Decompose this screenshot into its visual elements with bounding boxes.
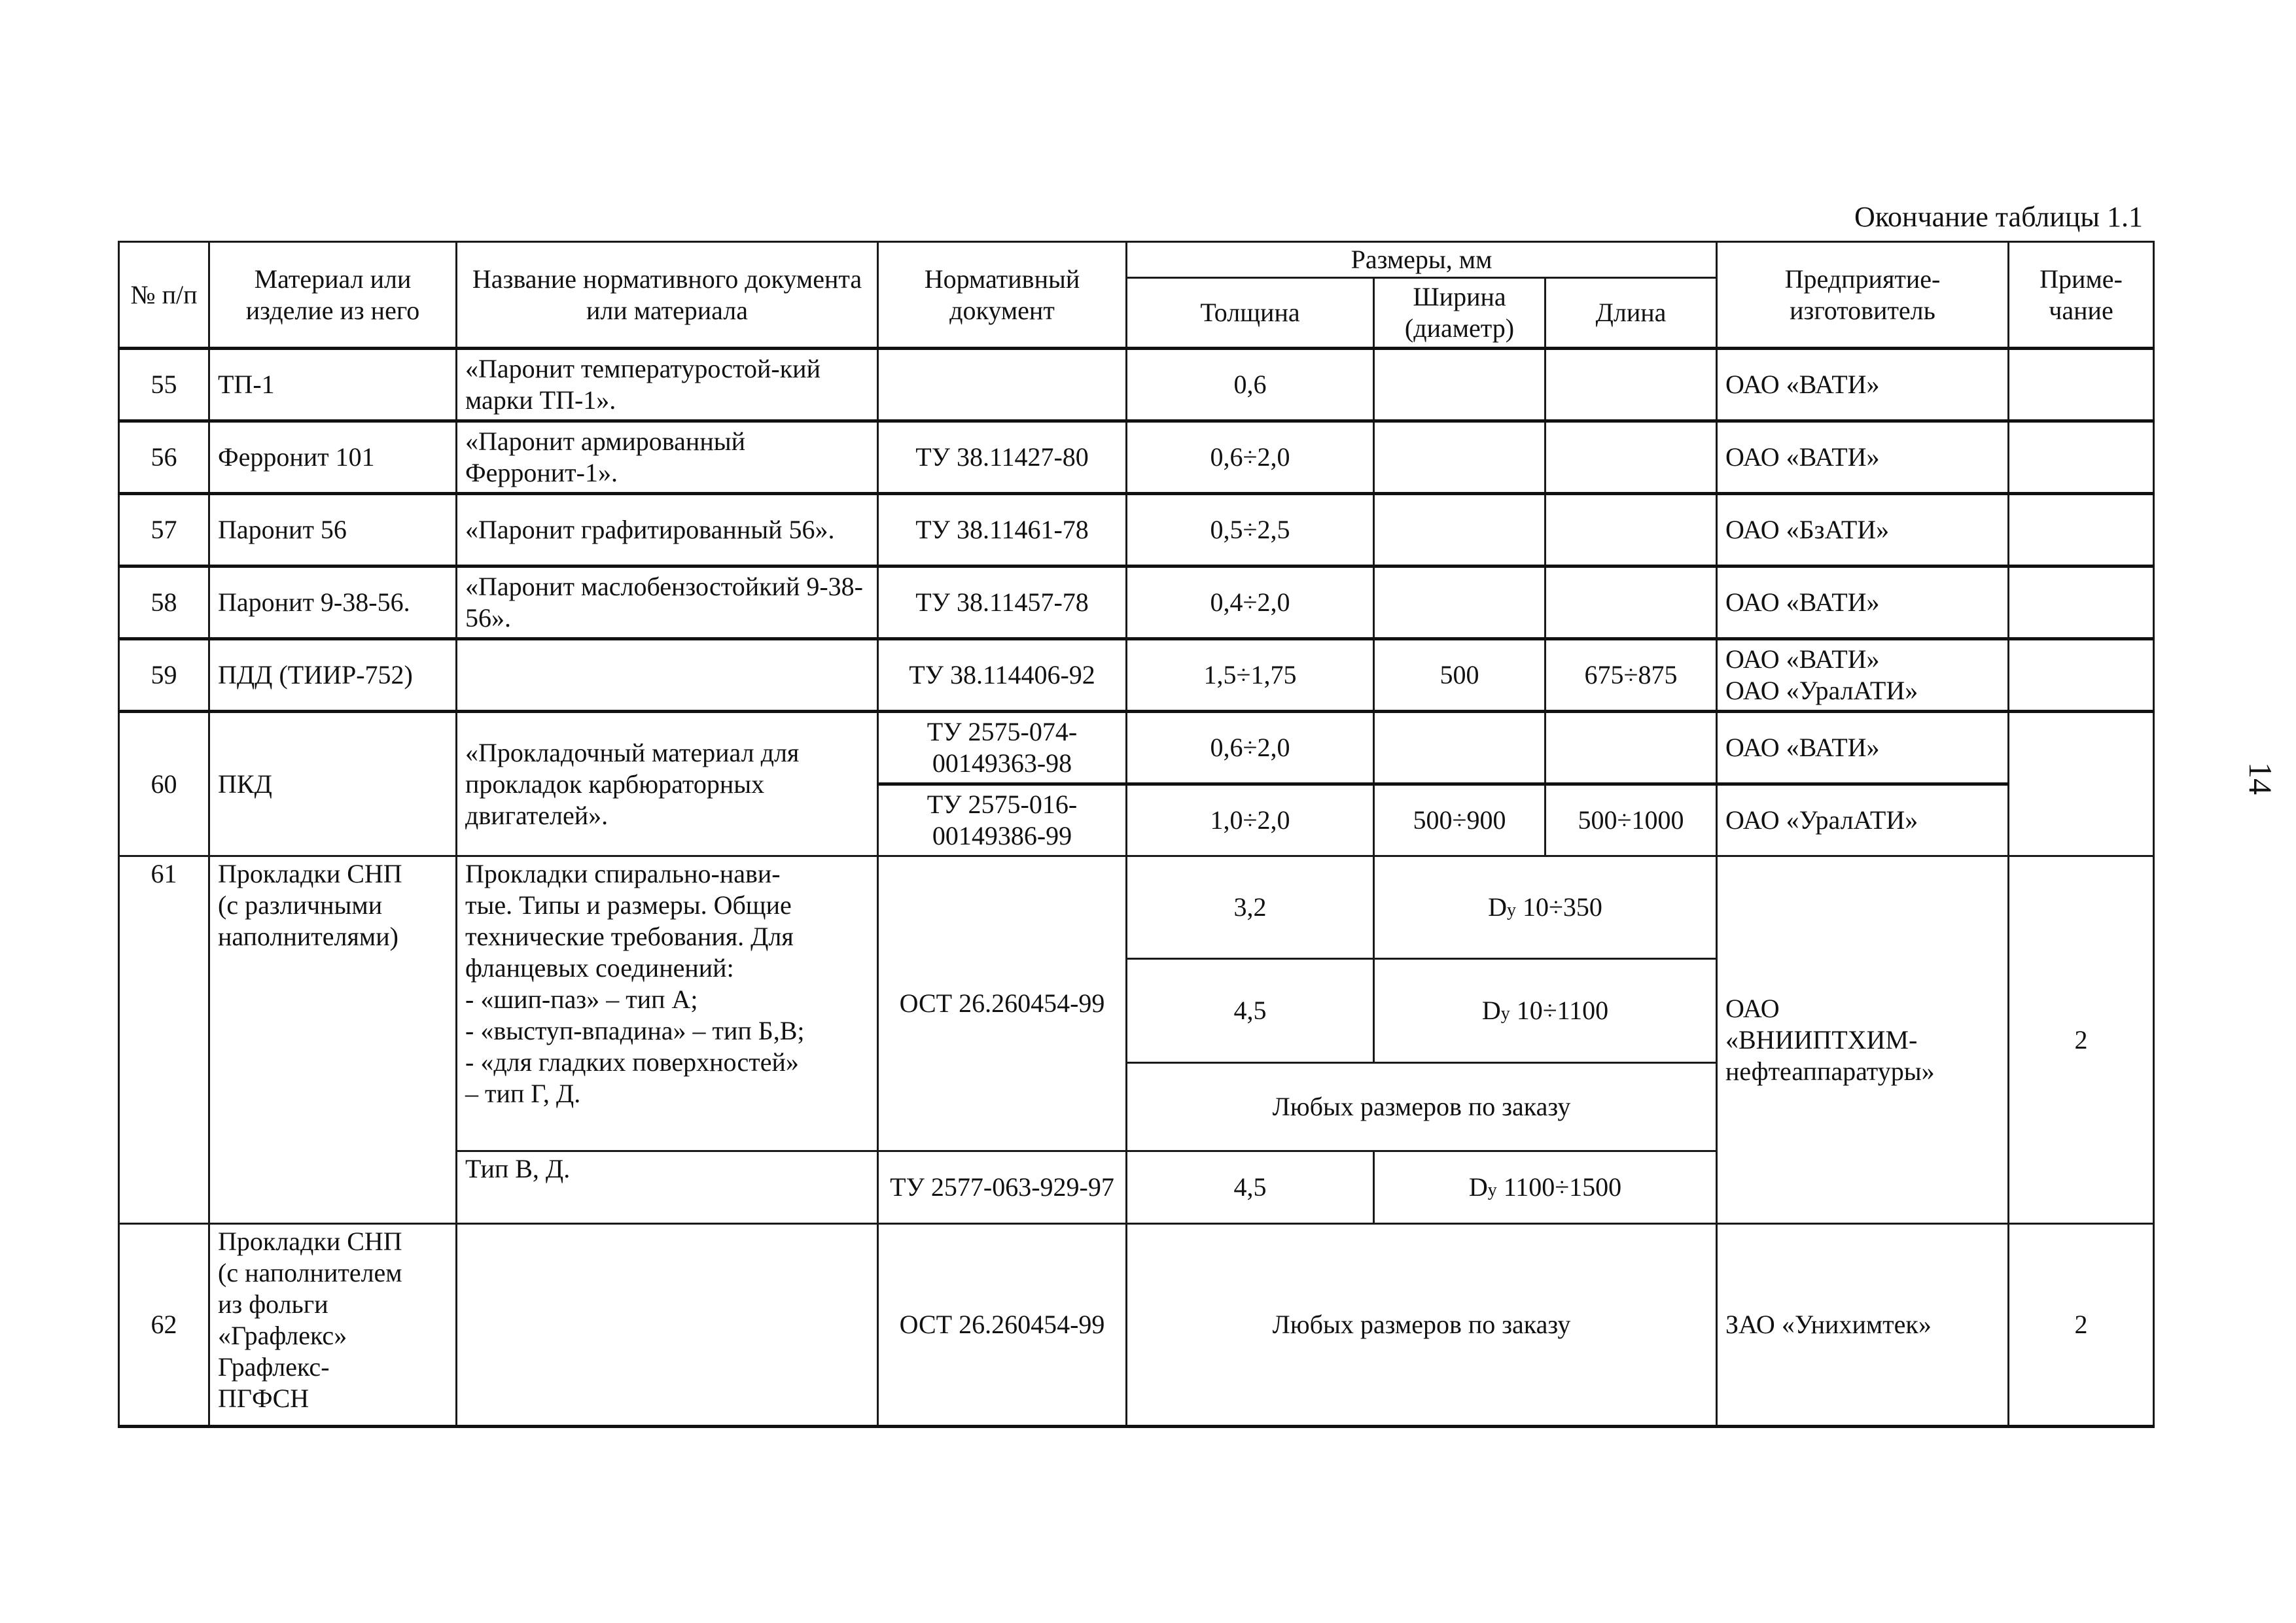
dy-subscript: у	[1506, 900, 1516, 920]
cell-doc-name: «Паронит графитированный 56».	[457, 494, 878, 567]
dy-value: 10÷350	[1522, 892, 1602, 922]
header-doc-name: Название нормативного документа или материала	[457, 242, 878, 349]
cell-material: Паронит 56	[209, 494, 457, 567]
cell-num: 58	[119, 567, 209, 639]
cell-dy	[1374, 959, 1717, 1063]
cell-length: 675÷875	[1545, 639, 1717, 712]
cell-length: 500÷1000	[1545, 784, 1717, 856]
table-row	[119, 856, 2154, 959]
cell-norm-doc: ТУ 38.11427-80	[878, 421, 1127, 494]
header-material: Материал или изделие из него	[209, 242, 457, 349]
table-row	[119, 639, 2154, 712]
materials-table	[118, 241, 2155, 1428]
cell-material: Паронит 9-38-56.	[209, 567, 457, 639]
cell-note	[2009, 639, 2154, 712]
doc-name-line: - «выступ-впадина» – тип Б,В;	[465, 1016, 805, 1045]
cell-num: 62	[119, 1224, 209, 1427]
table-row	[119, 494, 2154, 567]
dy-subscript: у	[1500, 1003, 1510, 1024]
cell-dy	[1374, 856, 1717, 959]
cell-norm-doc	[878, 349, 1127, 421]
row-61	[119, 856, 2154, 1224]
cell-manufacturer: ОАО «ВАТИ»	[1717, 421, 2009, 494]
cell-width: 500	[1374, 639, 1545, 712]
cell-length	[1545, 567, 1717, 639]
dy-prefix: D	[1481, 996, 1501, 1025]
dy-value: 1100÷1500	[1503, 1172, 1622, 1202]
cell-thickness: 1,0÷2,0	[1127, 784, 1374, 856]
cell-doc-name: «Паронит температуростой-кий марки ТП-1».	[457, 349, 878, 421]
cell-length	[1545, 712, 1717, 784]
cell-manufacturer: ОАО «ВАТИ»	[1717, 567, 2009, 639]
cell-material	[209, 1224, 457, 1427]
table-row	[119, 1224, 2154, 1427]
header-norm-doc: Нормативный документ	[878, 242, 1127, 349]
cell-manufacturer: ЗАО «Унихимтек»	[1717, 1224, 2009, 1427]
cell-norm-doc: ТУ 2575-016-00149386-99	[878, 784, 1127, 856]
cell-norm-doc: ТУ 2575-074-00149363-98	[878, 712, 1127, 784]
header-manufacturer: Предприятие-изготовитель	[1717, 242, 2009, 349]
cell-num: 61	[119, 856, 209, 1224]
cell-material: ПКД	[209, 712, 457, 856]
manufacturer-line: нефтеаппаратуры»	[1725, 1056, 1935, 1086]
table-caption: Окончание таблицы 1.1	[1854, 201, 2143, 233]
cell-manufacturer	[1717, 856, 2009, 1224]
doc-name-line: тые. Типы и размеры. Общие	[465, 890, 792, 920]
material-line: (с наполнителем	[218, 1258, 402, 1287]
manufacturer-line: «ВНИИПТХИМ-	[1725, 1024, 1918, 1055]
cell-thickness: 1,5÷1,75	[1127, 639, 1374, 712]
cell-any-size: Любых размеров по заказу	[1127, 1063, 1717, 1151]
cell-thickness: 0,4÷2,0	[1127, 567, 1374, 639]
cell-doc-name: «Паронит армированный Ферронит-1».	[457, 421, 878, 494]
cell-thickness: 0,6	[1127, 349, 1374, 421]
cell-any-size: Любых размеров по заказу	[1127, 1224, 1717, 1427]
manufacturer-line: ОАО «ВАТИ»	[1725, 644, 1880, 674]
cell-length	[1545, 494, 1717, 567]
table-row	[119, 712, 2154, 784]
cell-manufacturer: ОАО «ВАТИ»	[1717, 349, 2009, 421]
cell-num: 57	[119, 494, 209, 567]
manufacturer-line: ОАО	[1725, 993, 1780, 1023]
cell-manufacturer: ОАО «БзАТИ»	[1717, 494, 2009, 567]
row-60	[119, 712, 2154, 856]
cell-num: 56	[119, 421, 209, 494]
manufacturer-line: ОАО «УралАТИ»	[1725, 676, 1918, 705]
cell-num: 59	[119, 639, 209, 712]
doc-name-line: технические требования. Для	[465, 922, 794, 951]
cell-length	[1545, 349, 1717, 421]
cell-note: 2	[2009, 1224, 2154, 1427]
cell-norm-doc: ОСТ 26.260454-99	[878, 856, 1127, 1151]
dy-prefix: D	[1488, 892, 1507, 922]
header-note: Приме-чание	[2009, 242, 2154, 349]
cell-norm-doc: ТУ 2577-063-929-97	[878, 1151, 1127, 1224]
cell-material: Ферронит 101	[209, 421, 457, 494]
page-number: 14	[2242, 762, 2279, 795]
material-line: наполнителями)	[218, 922, 398, 951]
row-62	[119, 1224, 2154, 1427]
dy-value: 10÷1100	[1516, 996, 1609, 1025]
material-line: ПГФСН	[218, 1384, 309, 1413]
cell-note	[2009, 712, 2154, 856]
cell-manufacturer	[1717, 639, 2009, 712]
material-line: Прокладки СНП	[218, 859, 402, 888]
cell-doc-name: Тип В, Д.	[457, 1151, 878, 1224]
cell-note	[2009, 494, 2154, 567]
cell-note: 2	[2009, 856, 2154, 1224]
material-line: Графлекс-	[218, 1352, 330, 1382]
doc-name-line: - «для гладких поверхностей»	[465, 1047, 799, 1077]
header-length: Длина	[1545, 278, 1717, 349]
cell-thickness: 0,6÷2,0	[1127, 712, 1374, 784]
dy-subscript: у	[1487, 1180, 1497, 1200]
table-header	[119, 242, 2154, 349]
cell-norm-doc: ТУ 38.11461-78	[878, 494, 1127, 567]
cell-width	[1374, 349, 1545, 421]
cell-length	[1545, 421, 1717, 494]
table-row	[119, 421, 2154, 494]
cell-thickness: 0,6÷2,0	[1127, 421, 1374, 494]
header-width: Ширина (диаметр)	[1374, 278, 1545, 349]
material-line: Прокладки СНП	[218, 1227, 402, 1256]
cell-norm-doc: ТУ 38.11457-78	[878, 567, 1127, 639]
cell-thickness: 4,5	[1127, 1151, 1374, 1224]
cell-manufacturer: ОАО «ВАТИ»	[1717, 712, 2009, 784]
cell-dy	[1374, 1151, 1717, 1224]
cell-note	[2009, 421, 2154, 494]
cell-doc-name	[457, 639, 878, 712]
cell-norm-doc: ТУ 38.114406-92	[878, 639, 1127, 712]
cell-doc-name: «Прокладочный материал для прокладок карбюраторных двигателей».	[457, 712, 878, 856]
cell-width	[1374, 712, 1545, 784]
material-line: из фольги	[218, 1289, 328, 1319]
doc-name-line: - «шип-паз» – тип А;	[465, 985, 698, 1014]
material-line: (с различными	[218, 890, 383, 920]
rows-55-59	[119, 349, 2154, 712]
cell-width	[1374, 494, 1545, 567]
header-thickness: Толщина	[1127, 278, 1374, 349]
dy-prefix: D	[1468, 1172, 1488, 1202]
header-sizes: Размеры, мм	[1127, 242, 1717, 278]
cell-num: 60	[119, 712, 209, 856]
table-row	[119, 567, 2154, 639]
cell-doc-name	[457, 856, 878, 1151]
cell-width	[1374, 567, 1545, 639]
cell-thickness: 4,5	[1127, 959, 1374, 1063]
cell-note	[2009, 349, 2154, 421]
cell-norm-doc: ОСТ 26.260454-99	[878, 1224, 1127, 1427]
cell-material	[209, 856, 457, 1224]
cell-num: 55	[119, 349, 209, 421]
doc-name-line: Прокладки спирально-нави-	[465, 859, 781, 888]
cell-doc-name	[457, 1224, 878, 1427]
cell-material: ПДД (ТИИР-752)	[209, 639, 457, 712]
cell-manufacturer: ОАО «УралАТИ»	[1717, 784, 2009, 856]
cell-doc-name: «Паронит маслобензостойкий 9-38-56».	[457, 567, 878, 639]
cell-thickness: 0,5÷2,5	[1127, 494, 1374, 567]
cell-width	[1374, 421, 1545, 494]
material-line: «Графлекс»	[218, 1321, 347, 1350]
cell-thickness: 3,2	[1127, 856, 1374, 959]
doc-name-line: фланцевых соединений:	[465, 953, 734, 983]
cell-width: 500÷900	[1374, 784, 1545, 856]
header-num: № п/п	[119, 242, 209, 349]
doc-name-line: – тип Г, Д.	[465, 1079, 581, 1108]
cell-material: ТП-1	[209, 349, 457, 421]
cell-note	[2009, 567, 2154, 639]
table-row	[119, 349, 2154, 421]
